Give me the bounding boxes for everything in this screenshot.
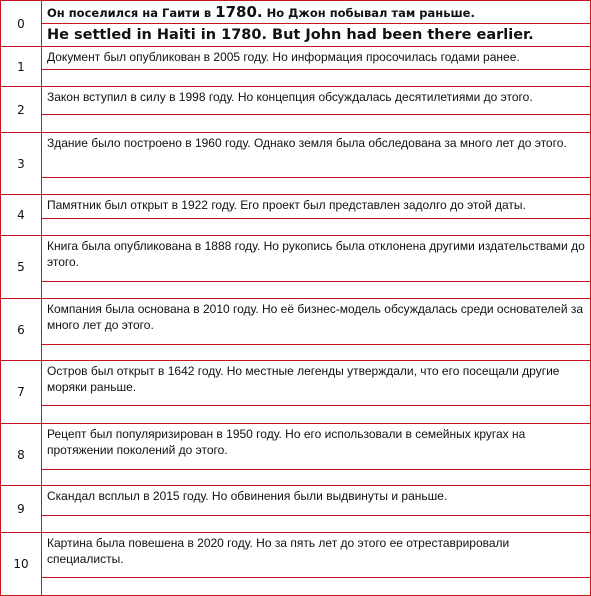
exercise-table-body [1,1,591,596]
answer-row [1,516,591,533]
translation-answer-field[interactable] [42,219,591,236]
exercise-row [1,486,591,516]
answer-row [1,70,591,87]
row-number: 4 [1,195,42,236]
example-russian-year: 1780. [215,3,263,21]
russian-sentence: Рецепт был популяризирован в 1950 году. Но его использовали в семейных кругах на протяжении поколений до этого. [42,424,591,470]
russian-sentence: Остров был открыт в 1642 году. Но местные легенды утверждали, что его посещали другие моряки раньше. [42,361,591,406]
translation-answer-field[interactable] [42,578,591,596]
translation-answer-field[interactable] [42,345,591,361]
translation-answer-field[interactable] [42,282,591,299]
translation-answer-field[interactable] [42,178,591,195]
russian-sentence: Здание было построено в 1960 году. Однако земля была обследована за много лет до этого. [42,133,591,178]
example-row-en [1,24,591,47]
russian-sentence: Картина была повешена в 2020 году. Но за пять лет до этого ее отреставрировали специалисты. [42,533,591,578]
russian-sentence: Книга была опубликована в 1888 году. Но рукопись была отклонена другими издательствами до этого. [42,236,591,282]
exercise-row [1,133,591,178]
row-number: 7 [1,361,42,424]
answer-row [1,470,591,486]
russian-sentence: Памятник был открыт в 1922 году. Его проект был представлен задолго до этой даты. [42,195,591,219]
row-number: 5 [1,236,42,299]
answer-row [1,115,591,133]
answer-row [1,578,591,596]
exercise-row [1,361,591,406]
exercise-row [1,195,591,219]
answer-row [1,282,591,299]
example-number: 0 [1,1,42,47]
translation-answer-field[interactable] [42,115,591,133]
answer-row [1,178,591,195]
translation-answer-field[interactable] [42,516,591,533]
russian-sentence: Документ был опубликован в 2005 году. Но информация просочилась годами ранее. [42,47,591,70]
translation-answer-field[interactable] [42,470,591,486]
row-number: 3 [1,133,42,195]
exercise-row [1,299,591,345]
translation-answer-field[interactable] [42,406,591,424]
example-english-translation: He settled in Haiti in 1780. But John had been there earlier. [42,24,591,47]
row-number: 8 [1,424,42,486]
example-russian-prefix: Он поселился на Гаити в [47,6,216,20]
exercise-row [1,87,591,115]
translation-answer-field[interactable] [42,70,591,87]
exercise-row [1,236,591,282]
exercise-row [1,47,591,70]
row-number: 9 [1,486,42,533]
answer-row [1,219,591,236]
row-number: 6 [1,299,42,361]
example-russian-sentence [42,1,591,24]
example-row-ru [1,1,591,24]
exercise-row [1,424,591,470]
russian-sentence: Компания была основана в 2010 году. Но её бизнес-модель обсуждалась среди основателей за много лет до этого. [42,299,591,345]
row-number: 10 [1,533,42,596]
answer-row [1,345,591,361]
answer-row [1,406,591,424]
russian-sentence: Скандал всплыл в 2015 году. Но обвинения были выдвинуты и раньше. [42,486,591,516]
row-number: 2 [1,87,42,133]
row-number: 1 [1,47,42,87]
example-russian-suffix: Но Джон побывал там раньше. [262,6,475,20]
russian-sentence: Закон вступил в силу в 1998 году. Но концепция обсуждалась десятилетиями до этого. [42,87,591,115]
